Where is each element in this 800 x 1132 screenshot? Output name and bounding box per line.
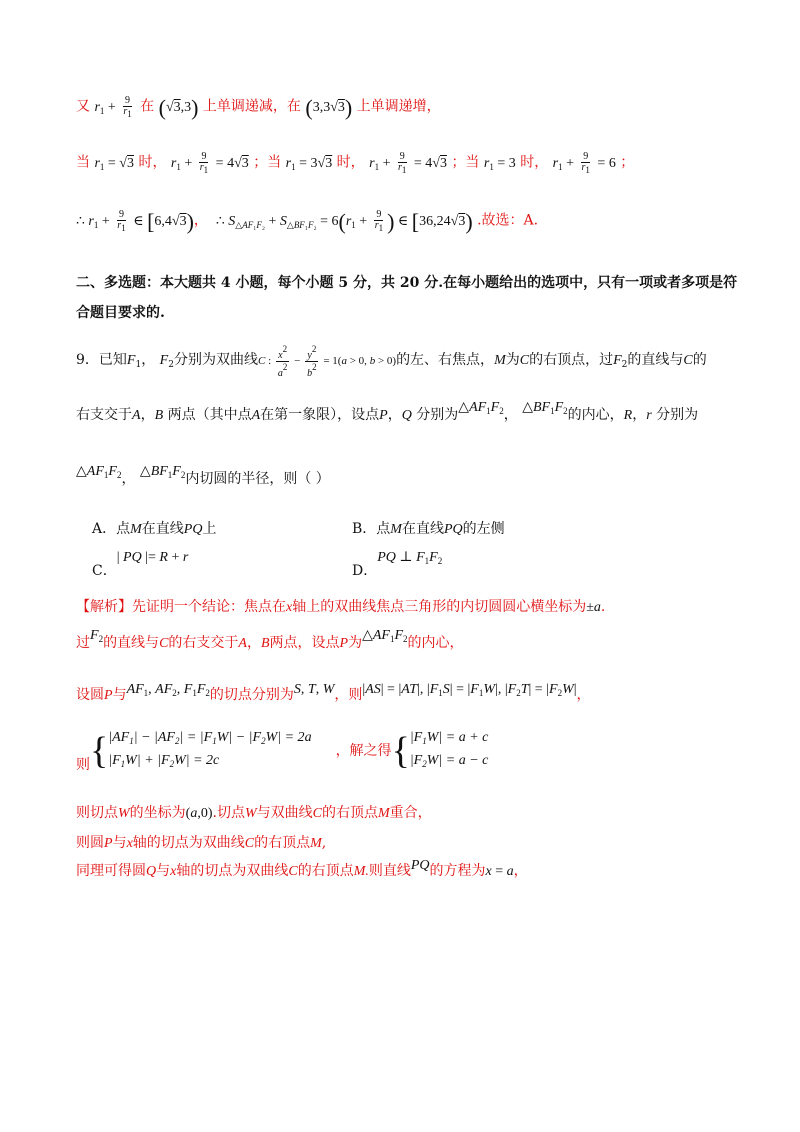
text-span: 时， [520, 154, 549, 171]
text-span: 当 [76, 154, 90, 171]
text-span: .切点 [212, 805, 245, 821]
text-span: 轴的切点为双曲线 [176, 863, 289, 879]
analysis-line-3: 设圆P与$AF_1$, $AF_2$, $F_1F_2$的切点分别为S, T, W，则|AS| = |AT|, $|F_1S| = |F_1W|$, $|F_2T| = |F_2W|$， [76, 682, 591, 703]
text-span: 在 [140, 98, 155, 115]
solution-line-3: ∴ $r_1$ + $\frac{9}{r_1}$ ∈ [6,4√3)， ∴ $S_{\triangle AF_1F_2} + S_{\triangle BF_1F_2} = 6(r_1$ + $\frac{9}{r_1}$ ) ∈ [36,24√3) .故选：A. [76, 208, 539, 234]
text-span: .故选：A. [477, 212, 539, 229]
text-span: 的右顶点 [254, 835, 311, 851]
option-a: A．点M在直线PQ上 [92, 521, 217, 537]
analysis-line-4: 则{ $|AF_1| - |AF_2| = |F_1W| - |F_2W| = 2a$ $|F_1W| + |F_2W| = 2c$ ，解之得{ $|F_1W| = a + c$ $|F_2W| = a - c$ [76, 730, 489, 773]
text-span: 又 [76, 98, 90, 115]
text-span: 的内心， [407, 635, 464, 651]
text-span: 则圆 [76, 835, 104, 851]
analysis-line-1: 【解析】先证明一个结论：焦点在x轴上的双曲线焦点三角形的内切圆圆心横坐标为±a. [76, 599, 606, 615]
text-span: 为 [505, 352, 520, 369]
text-span: 的右支交于 [168, 635, 239, 651]
text-span: 在第一象限），设点 [260, 407, 380, 423]
text-span: 的直线与 [103, 635, 160, 651]
solution-line-1: 又 $r_1$ + $\frac{9}{r_1}$ 在 (√3,3) 上单调递减，在 (3,3√3) 上单调递增， [76, 94, 441, 120]
text-span: 的右顶点 [297, 863, 354, 879]
text-span: 的右顶点 [321, 805, 378, 821]
text-span: 上单调递减，在 [202, 98, 301, 115]
text-span: 时， [336, 154, 365, 171]
text-span: 的右顶点，过 [529, 352, 614, 369]
analysis-line-7: 同理可得圆Q与x轴的切点为双曲线C的右顶点M.则直线PQ的方程为x = a， [76, 858, 528, 879]
text-span: ，解之得 [335, 743, 392, 759]
text-span: B．点 [352, 521, 391, 537]
option-d: D．PQ ⊥ $F_1F_2$ [352, 550, 443, 579]
text-span: 设圆 [76, 687, 104, 703]
text-span: 与 [112, 835, 127, 851]
text-span: 与 [112, 687, 127, 703]
text-span: 上单调递增， [356, 98, 441, 115]
text-span: 分别为双曲线 [173, 352, 258, 369]
text-span: ，则 [334, 687, 363, 703]
text-span: 两点，设点 [269, 635, 340, 651]
question-9-line-3: $\triangle AF_1F_2$， $\triangle BF_1F_2$内切圆的半径，则（ ） [76, 464, 330, 487]
text-span: 的方程为 [429, 863, 486, 879]
text-span: 先证明一个结论：焦点在 [132, 599, 286, 615]
text-span: ， [141, 352, 156, 369]
question-9-line-2: 右支交于A，B 两点（其中点A在第一象限），设点P，Q 分别为$\triangle AF_1F_2$， $\triangle BF_1F_2$的内心，R，r 分别为 [76, 400, 699, 423]
option-b: B．点M在直线PQ的左侧 [352, 521, 505, 537]
text-span: ； [620, 154, 635, 171]
text-span: 与双曲线 [256, 805, 313, 821]
analysis-tag: 【解析】 [76, 599, 132, 615]
text-span: 内切圆的半径，则（ ） [185, 471, 330, 487]
text-span: 分别为 [656, 407, 699, 423]
text-span: 两点（其中点 [167, 407, 252, 423]
text-span: C． [92, 563, 117, 579]
text-span: 轴的切点为双曲线 [132, 835, 245, 851]
text-span: 则 [76, 757, 90, 773]
text-span: 在直线 [401, 521, 444, 537]
text-span: 的左、右焦点， [396, 352, 495, 369]
text-span: 上 [202, 521, 217, 537]
text-span: 的坐标为 [129, 805, 186, 821]
text-span: 分别为 [416, 407, 459, 423]
section-title-cont [76, 306, 740, 320]
analysis-line-6: 则圆P与x轴的切点为双曲线C的右顶点M, [76, 835, 327, 851]
text-span: 重合， [389, 805, 432, 821]
text-span: ；当 [451, 154, 480, 171]
text-span: 过 [76, 635, 90, 651]
text-span: 则切点 [76, 805, 118, 821]
analysis-line-5: 则切点W的坐标为(a,0).切点W与双曲线C的右顶点M重合， [76, 805, 432, 821]
text-span: 右支交于 [76, 407, 132, 423]
text-span: 的左侧 [462, 521, 505, 537]
text-span: D． [352, 563, 378, 579]
text-span: 时， [138, 154, 167, 171]
text-span: 为 [348, 635, 363, 651]
text-span: 二、多选题：本大题共 4 小题，每个小题 5 分，共 20 分.在每小题给出的选项中，只有一项或者多项是符 [76, 275, 738, 291]
option-c: C．| PQ |= R + r [92, 550, 189, 579]
text-span: 合题目要求的. [76, 305, 165, 321]
text-span: A．点 [92, 521, 131, 537]
text-span: 的直线与 [627, 352, 684, 369]
text-span: 与 [156, 863, 171, 879]
text-span: 9．已知 [76, 352, 127, 369]
text-span: ；当 [253, 154, 282, 171]
text-span: 的 [692, 352, 707, 369]
analysis-line-2: 过$F_2$的直线与C的右支交于A，B两点，设点P为$\triangle AF_1F_2$的内心， [76, 628, 464, 651]
section-title [76, 276, 740, 290]
text-span: 同理可得圆 [76, 863, 146, 879]
question-9-line-1: 9．已知$F_1$， $F_2$分别为双曲线C : $\frac{x^2}{a^2}$ − $\frac{y^2}{b^2}$ = 1(a > 0, b > 0)的左、右焦点，M为C的右顶点，过$F_2$的直线与C的 [76, 344, 707, 379]
text-span: 则直线 [368, 863, 411, 879]
text-span: 的内心， [567, 407, 624, 423]
text-span: 轴上的双曲线焦点三角形的内切圆圆心横坐标为 [292, 599, 587, 615]
text-span: 在直线 [141, 521, 184, 537]
text-span: 的切点分别为 [209, 687, 294, 703]
solution-line-2: 当 $r_1 = √3$ 时， $r_1$ + $\frac{9}{r_1}$ = 4√3 ；当 $r_1 = 3√3$ 时， $r_1$ + $\frac{9}{r_1}$ = 4√3 ；当 $r_1 = 3$ 时， $r_1$ + $\frac{9}{r_1}$ = 6 ； [76, 151, 635, 175]
